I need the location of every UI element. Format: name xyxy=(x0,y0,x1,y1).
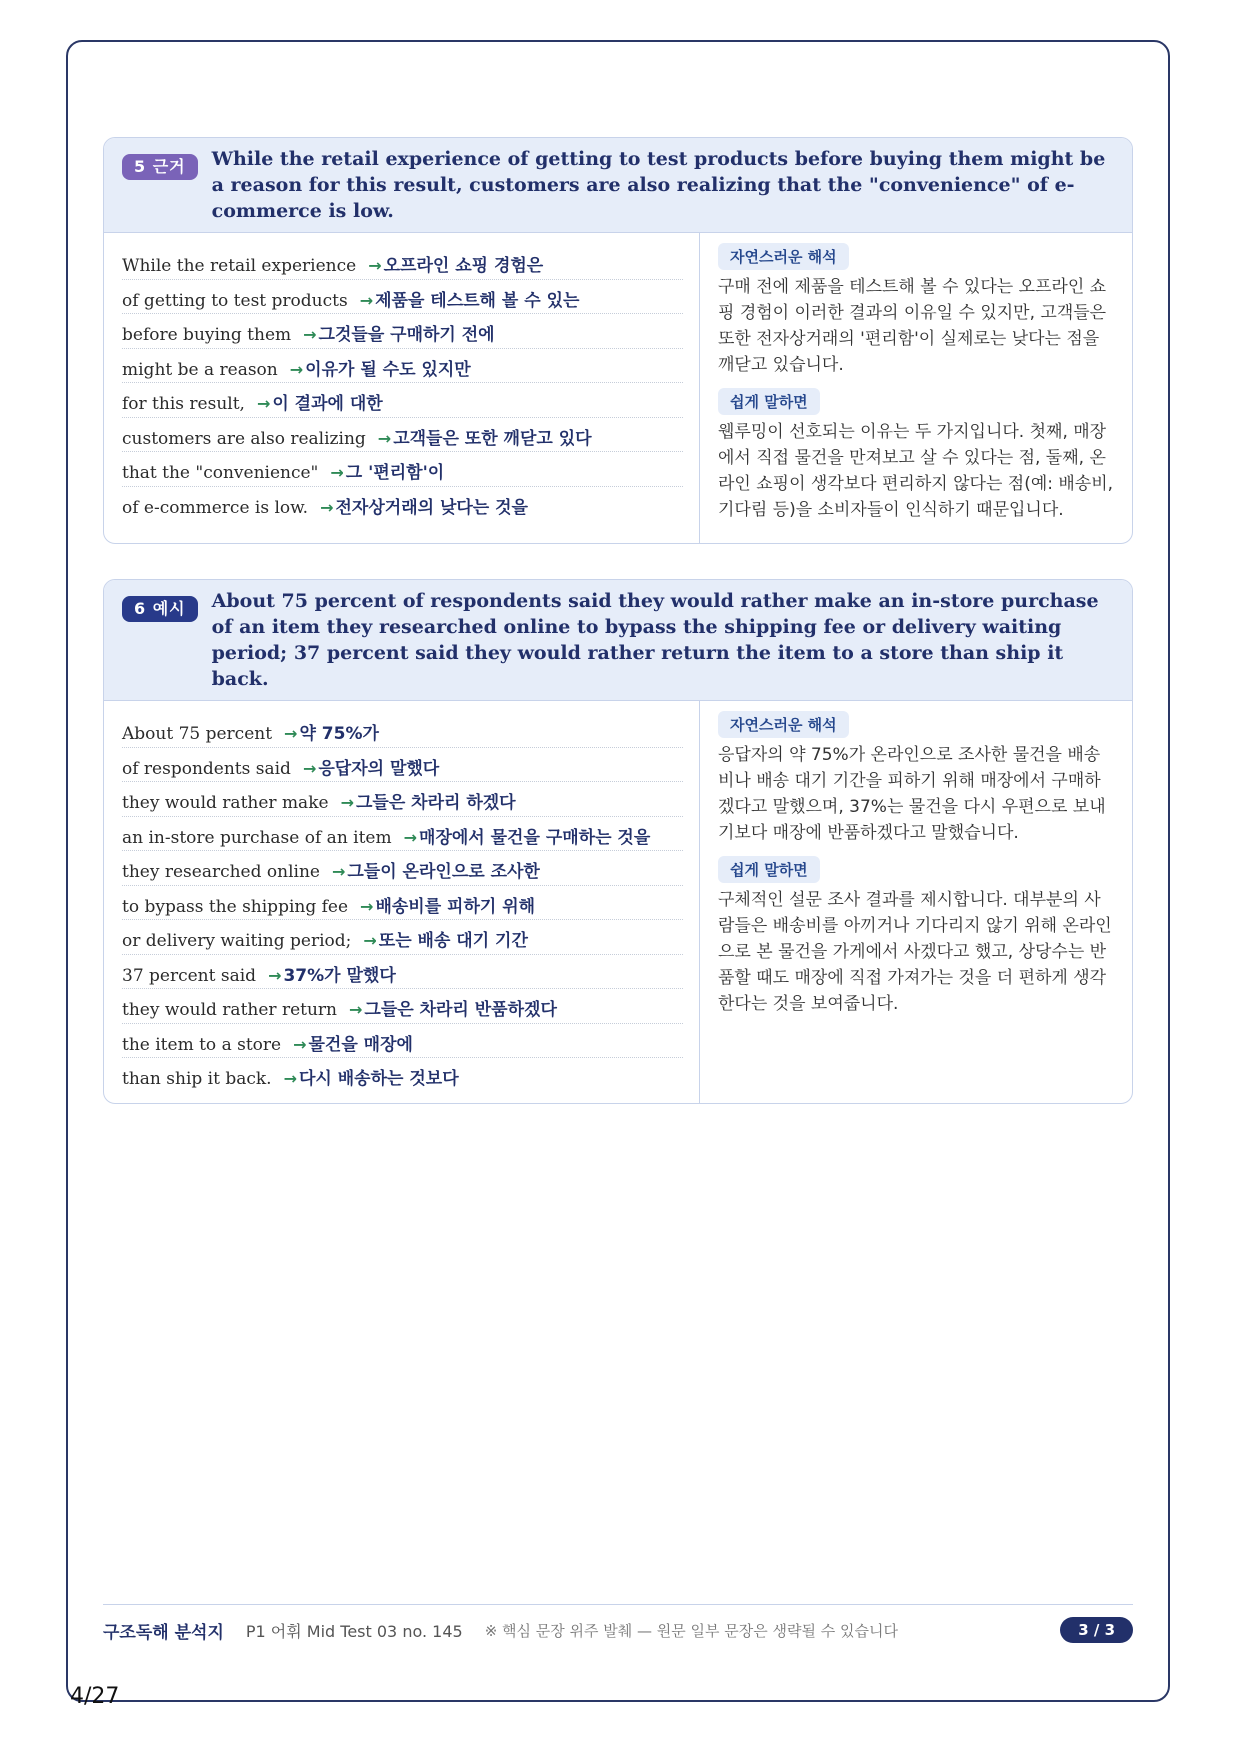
chunk-row xyxy=(122,349,683,384)
chunk-row xyxy=(122,280,683,315)
section-body xyxy=(104,701,1132,1103)
arrow-icon: → xyxy=(302,758,317,778)
document-page-counter: 4/27 xyxy=(70,1684,120,1709)
chunk-row xyxy=(122,245,683,280)
chunk-en: to bypass the shipping fee xyxy=(122,896,349,917)
chunk-ko: 배송비를 피하기 위해 xyxy=(375,896,536,917)
chunk-row xyxy=(122,886,683,921)
interpretation-panel xyxy=(700,233,1132,543)
chunk-en: 37 percent said xyxy=(122,965,257,986)
chunk-row xyxy=(122,1024,683,1059)
interpretation-panel xyxy=(700,701,1132,1103)
arrow-icon: → xyxy=(268,965,282,985)
chunk-en: While the retail experience xyxy=(122,256,357,276)
chunk-ko: 37%가 말했다 xyxy=(283,965,396,986)
arrow-icon: → xyxy=(293,1034,307,1054)
easy-explanation-text: 웹루밍이 선호되는 이유는 두 가지입니다. 첫째, 매장에서 직접 물건을 만져보고 살 수 있다는 점, 둘째, 온라인 쇼핑이 생각보다 편리하지 않다는 점(예: 배송비, 기다림 등)을 소비자들이 인식하기 때문입니다. xyxy=(718,422,1114,520)
chunk-ko: 오프라인 쇼핑 경험은 xyxy=(383,256,544,276)
arrow-icon: → xyxy=(284,724,298,743)
section-5 xyxy=(103,137,1133,544)
easy-explanation-label: 쉽게 말하면 xyxy=(718,388,820,415)
arrow-icon: → xyxy=(348,1000,363,1019)
chunk-row xyxy=(122,782,683,817)
arrow-icon: → xyxy=(363,931,377,950)
easy-explanation-text: 구체적인 설문 조사 결과를 제시합니다. 대부분의 사람들은 배송비를 아끼거나 기다리지 않기 위해 온라인으로 본 물건을 가게에서 사겠다고 했고, 상당수는 반품할 때도 매장에 직접 가져가는 것을 더 편하게 생각한다는 것을 보여줍니다. xyxy=(718,890,1112,1014)
chunk-en: for this result, xyxy=(122,394,245,414)
chunk-en: of e-commerce is low. xyxy=(122,497,309,518)
natural-translation-text: 구매 전에 제품을 테스트해 볼 수 있다는 오프라인 쇼핑 경험이 이러한 결과의 이유일 수 있지만, 고객들은 또한 전자상거래의 '편리함'이 실제로는 낮다는 점을 깨닫고 있습니다. xyxy=(718,277,1107,375)
chunk-ko: 그 '편리함'이 xyxy=(345,463,445,483)
arrow-icon: → xyxy=(340,793,354,812)
chunk-ko: 이유가 될 수도 있지만 xyxy=(305,359,471,380)
chunk-en: might be a reason xyxy=(122,359,278,380)
chunk-en: an in-store purchase of an item xyxy=(122,827,392,848)
chunk-list xyxy=(104,701,700,1103)
arrow-icon: → xyxy=(303,325,317,344)
chunk-row xyxy=(122,487,683,522)
arrow-icon: → xyxy=(320,497,334,517)
chunk-en: than ship it back. xyxy=(122,1069,272,1089)
chunk-row xyxy=(122,418,683,453)
chunk-ko: 제품을 테스트해 볼 수 있는 xyxy=(375,290,580,311)
arrow-icon: → xyxy=(289,359,304,379)
chunk-en: About 75 percent xyxy=(122,724,273,744)
section-heading: About 75 percent of respondents said they would rather make an in-store purchase of an item they researched online to bypass the shipping fee or delivery waiting period; 37 percent said they would rather return the item to a store than ship it back. xyxy=(211,590,1099,690)
page-number-badge: 3 / 3 xyxy=(1060,1617,1133,1643)
chunk-ko: 매장에서 물건을 구매하는 것을 xyxy=(419,827,651,848)
page-footer xyxy=(103,1604,1133,1643)
section-badge: 5 근거 xyxy=(122,154,198,180)
footer-title: 구조독해 분석지 xyxy=(103,1622,224,1643)
chunk-row xyxy=(122,314,683,349)
chunk-row xyxy=(122,748,683,783)
natural-translation-label: 자연스러운 해석 xyxy=(718,243,849,270)
footer-reference: P1 어휘 Mid Test 03 no. 145 xyxy=(245,1621,463,1641)
arrow-icon: → xyxy=(359,290,374,310)
chunk-row xyxy=(122,1058,683,1093)
chunk-ko: 그들은 차라리 반품하겠다 xyxy=(364,1000,557,1020)
arrow-icon: → xyxy=(377,428,392,448)
chunk-en: they would rather return xyxy=(122,1000,337,1020)
chunk-en: or delivery waiting period; xyxy=(122,931,352,951)
chunk-ko: 약 75%가 xyxy=(299,724,379,744)
arrow-icon: → xyxy=(331,862,346,881)
chunk-ko: 이 결과에 대한 xyxy=(272,394,383,414)
chunk-ko: 전자상거래의 낮다는 것을 xyxy=(335,497,528,518)
chunk-row xyxy=(122,955,683,990)
chunk-row xyxy=(122,383,683,418)
chunk-row xyxy=(122,851,683,886)
chunk-ko: 그들이 온라인으로 조사한 xyxy=(347,862,540,882)
chunk-ko: 다시 배송하는 것보다 xyxy=(299,1069,459,1089)
easy-explanation-label: 쉽게 말하면 xyxy=(718,856,820,883)
chunk-ko: 또는 배송 대기 기간 xyxy=(378,931,528,951)
arrow-icon: → xyxy=(330,463,344,482)
section-badge: 6 예시 xyxy=(122,596,198,622)
chunk-row xyxy=(122,713,683,748)
chunk-en: of getting to test products xyxy=(122,290,348,311)
arrow-icon: → xyxy=(283,1069,297,1088)
chunk-row xyxy=(122,920,683,955)
section-header xyxy=(104,580,1132,701)
chunk-en: that the "convenience" xyxy=(122,463,319,483)
chunk-en: they researched online xyxy=(122,862,320,882)
arrow-icon: → xyxy=(403,827,418,847)
natural-translation-text: 응답자의 약 75%가 온라인으로 조사한 물건을 배송비나 배송 대기 기간을 피하기 위해 매장에서 구매하겠다고 말했으며, 37%는 물건을 다시 우편으로 보내기보다 매장에 반품하겠다고 말했습니다. xyxy=(718,745,1106,843)
chunk-en: customers are also realizing xyxy=(122,428,366,449)
chunk-ko: 그들은 차라리 하겠다 xyxy=(355,793,516,813)
chunk-ko: 고객들은 또한 깨닫고 있다 xyxy=(393,428,592,449)
chunk-en: of respondents said xyxy=(122,758,291,779)
section-heading: While the retail experience of getting to test products before buying them might be a reason for this result, customers are also realizing that the "convenience" of e-commerce is low. xyxy=(211,148,1106,222)
chunk-en: they would rather make xyxy=(122,793,329,813)
chunk-row xyxy=(122,452,683,487)
chunk-list xyxy=(104,233,700,543)
chunk-en: the item to a store xyxy=(122,1034,282,1055)
chunk-ko: 물건을 매장에 xyxy=(308,1034,413,1055)
natural-translation-label: 자연스러운 해석 xyxy=(718,711,849,738)
arrow-icon: → xyxy=(360,896,374,916)
chunk-row xyxy=(122,989,683,1024)
chunk-row xyxy=(122,817,683,852)
footer-note: ※ 핵심 문장 위주 발췌 — 원문 일부 문장은 생략될 수 있습니다 xyxy=(484,1621,898,1640)
section-6 xyxy=(103,579,1133,1104)
section-body xyxy=(104,233,1132,543)
arrow-icon: → xyxy=(368,256,382,275)
chunk-en: before buying them xyxy=(122,325,292,345)
chunk-ko: 그것들을 구매하기 전에 xyxy=(318,325,495,345)
section-header xyxy=(104,138,1132,233)
arrow-icon: → xyxy=(256,394,271,413)
chunk-ko: 응답자의 말했다 xyxy=(318,758,440,779)
